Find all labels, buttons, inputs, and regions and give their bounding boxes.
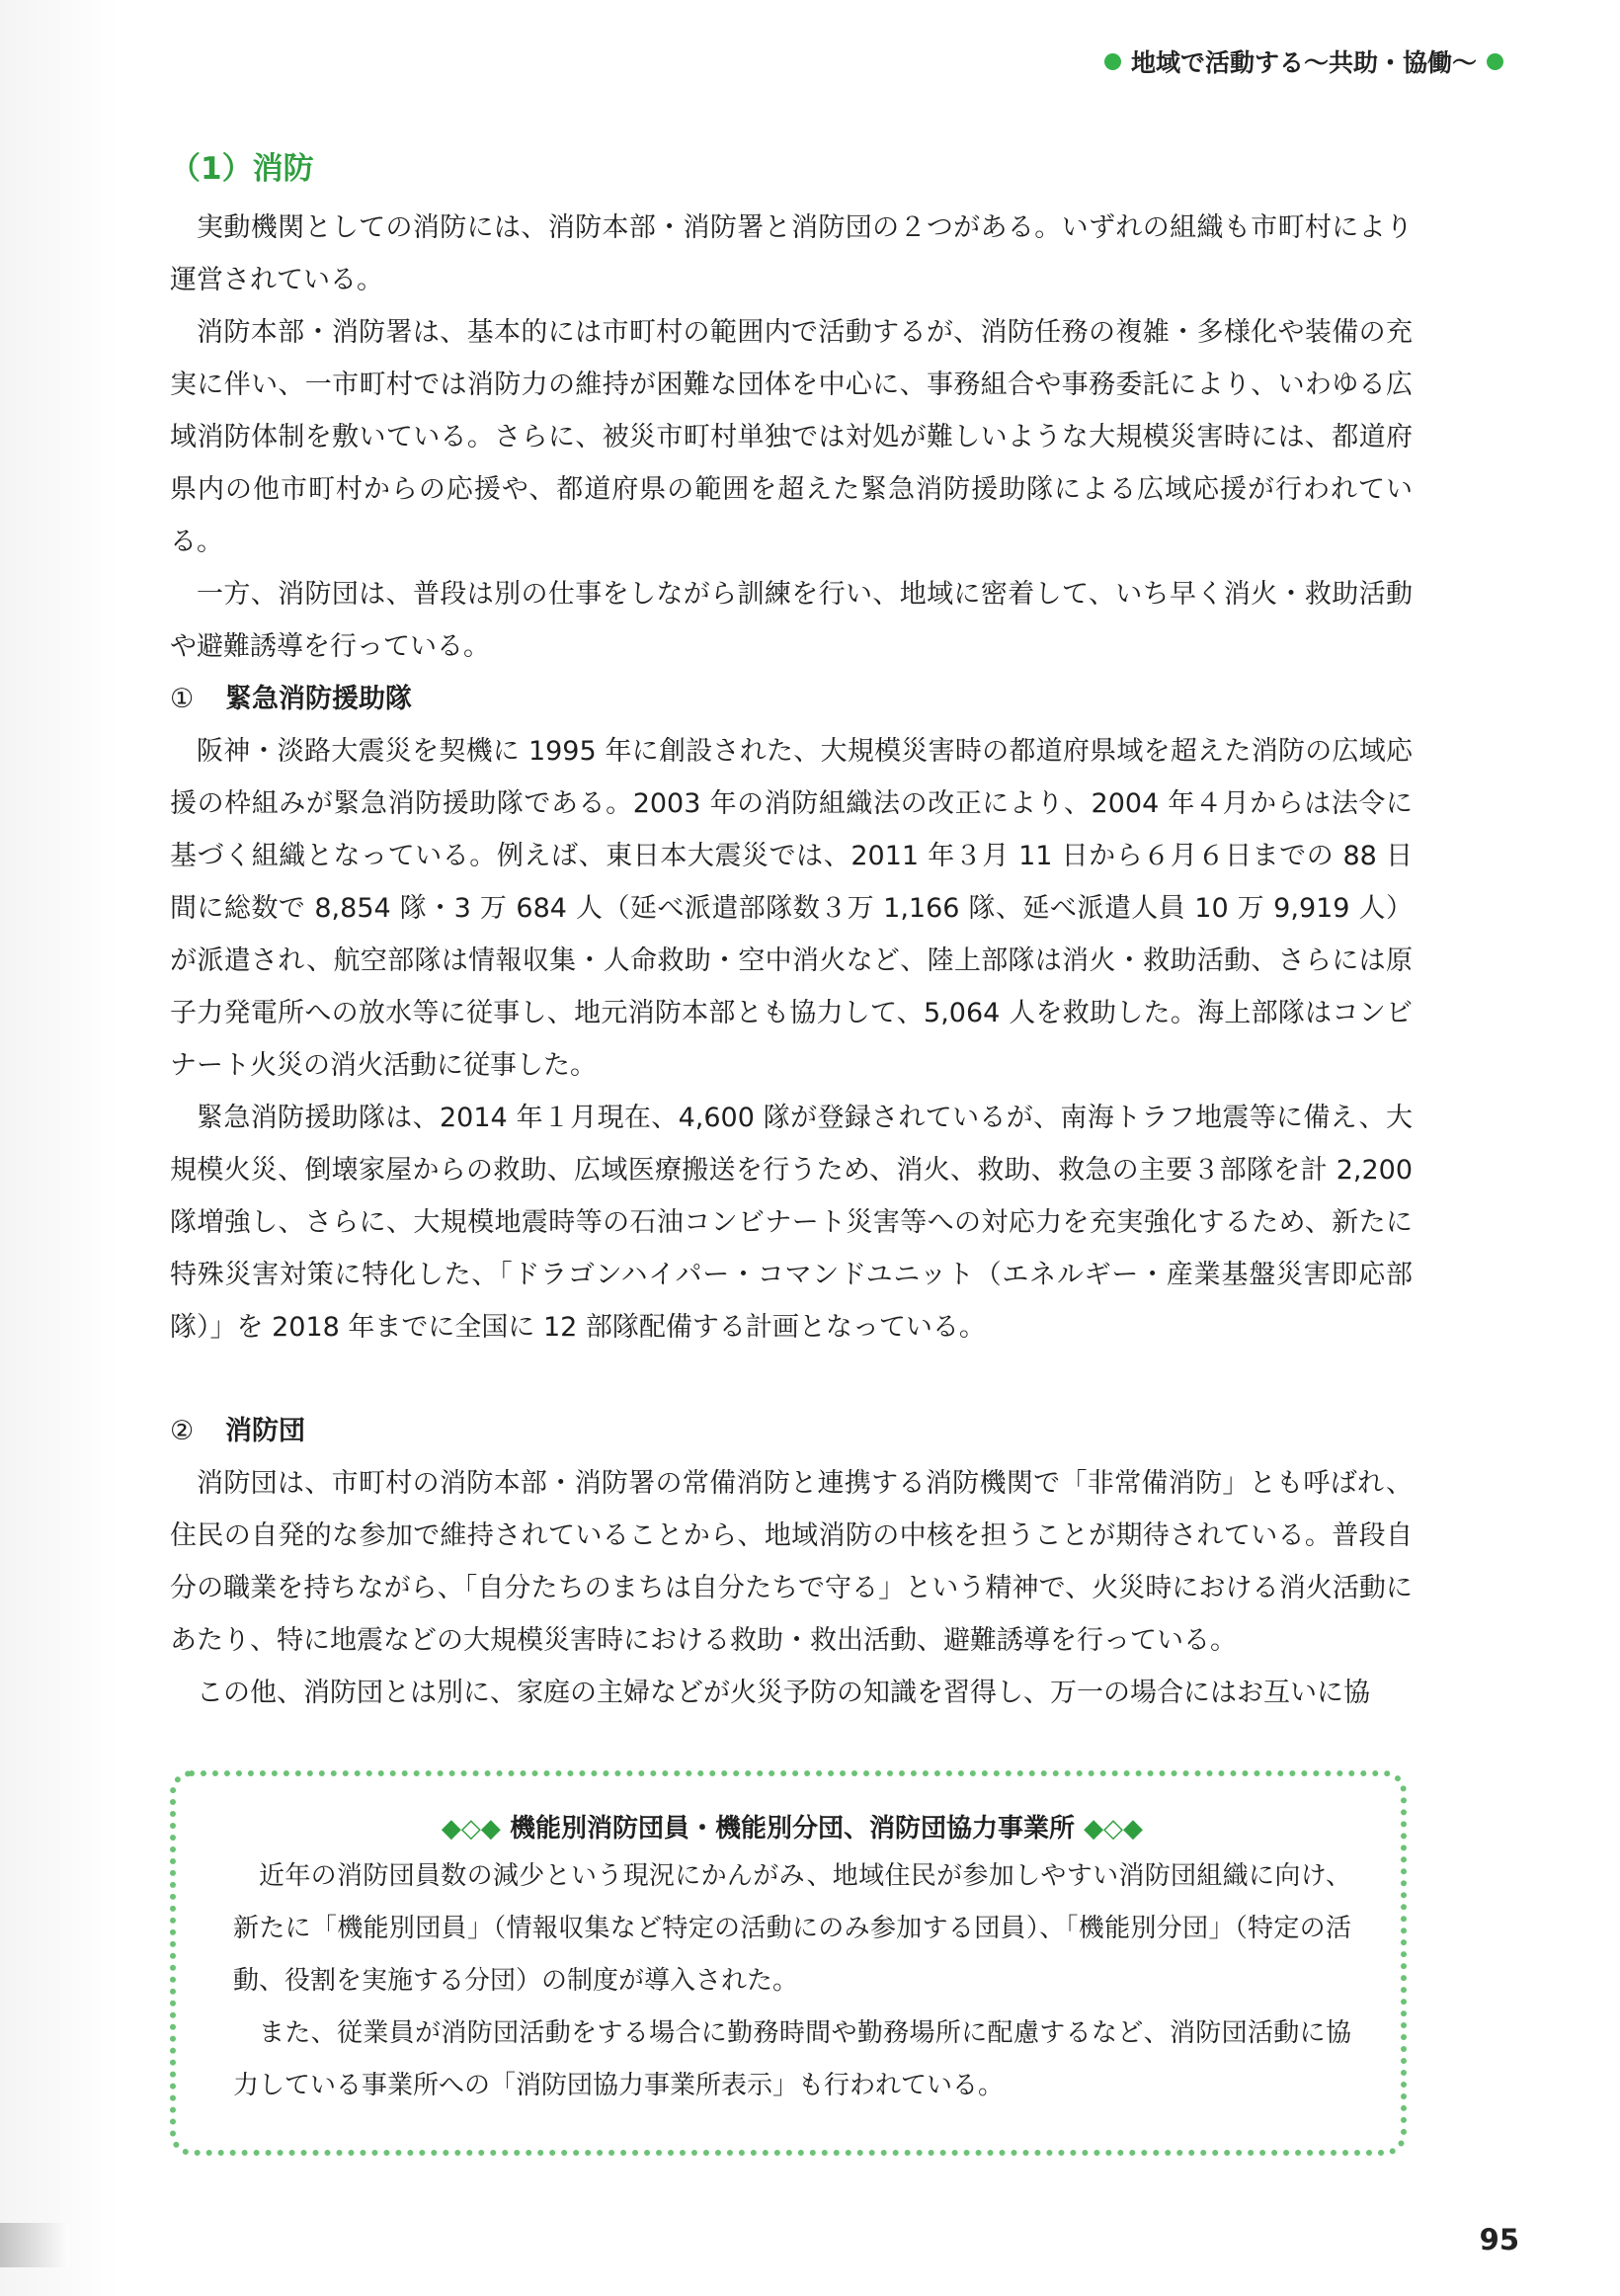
subsection-title: 緊急消防援助隊	[225, 684, 412, 714]
page-edge-shadow	[0, 0, 119, 2296]
paragraph: 消防本部・消防署は、基本的には市町村の範囲内で活動するが、消防任務の複雑・多様化や装備の充実に伴い、一市町村では消防力の維持が困難な団体を中心に、事務組合や事務委託により、いわゆる広域消防体制を敷いている。さらに、被災市町村単独では対処が難しいような大規模災害時には、都道府県内の他市町村からの応援や、都道府県の範囲を超えた緊急消防援助隊による広域応援が行われている。	[170, 317, 1413, 557]
paragraph: また、従業員が消防団活動をする場合に勤務時間や勤務場所に配慮するなど、消防団活動に協力している事業所への「消防団協力事業所表示」も行われている。	[233, 2018, 1351, 2100]
spacer	[170, 1353, 1413, 1405]
subsection-number: ②	[170, 1416, 195, 1446]
paragraph: 阪神・淡路大震災を契機に 1995 年に創設された、大規模災害時の都道府県域を超えた消防の広域応援の枠組みが緊急消防援助隊である。2003 年の消防組織法の改正により、2004 年４月からは法令に基づく組織となっている。例えば、東日本大震災では、2011 年３月 11 日から６月６日までの 88 日間に総数で 8,854 隊・3 万 684 人（延べ派遣部隊数３万 1,166 隊、延べ派遣人員 10 万 9,919 人）が派遣され、航空部隊は情報収集・人命救助・空中消火など、陸上部隊は消火・救助活動、さらには原子力発電所への放水等に従事し、地元消防本部とも協力して、5,064 人を救助した。海上部隊はコンビナート火災の消火活動に従事した。	[170, 736, 1413, 1081]
section-title: （1）消防	[170, 151, 314, 187]
paragraph: 消防団は、市町村の消防本部・消防署の常備消防と連携する消防機関で「非常備消防」とも呼ばれ、住民の自発的な参加で維持されていることから、地域消防の中核を担うことが期待されている。普段自分の職業を持ちながら、「自分たちのまちは自分たちで守る」という精神で、火災時における消火活動にあたり、特に地震などの大規模災害時における救助・救出活動、避難誘導を行っている。	[170, 1468, 1413, 1656]
info-box-title	[233, 1808, 1351, 1845]
paragraph: 緊急消防援助隊は、2014 年１月現在、4,600 隊が登録されているが、南海トラフ地震等に備え、大規模火災、倒壊家屋からの救助、広域医療搬送を行うため、消火、救助、救急の主要３部隊を計 2,200 隊増強し、さらに、大規模地震時等の石油コンビナート災害等への対応力を充実強化するため、新たに特殊災害対策に特化した、「ドラゴンハイパー・コマンドユニット（エネルギー・産業基盤災害即応部隊）」を 2018 年までに全国に 12 部隊配備する計画となっている。	[170, 1103, 1413, 1343]
green-dot-icon	[1487, 53, 1503, 70]
info-box	[170, 1770, 1407, 2156]
paragraph: この他、消防団とは別に、家庭の主婦などが火災予防の知識を習得し、万一の場合にはお互いに協	[197, 1678, 1370, 1708]
header-title: 地域で活動する〜共助・協働〜	[1130, 48, 1477, 77]
scan-mark	[0, 2223, 69, 2267]
page-number: 95	[1479, 2223, 1519, 2256]
subsection-heading	[170, 673, 1413, 725]
paragraph: 近年の消防団員数の減少という現況にかんがみ、地域住民が参加しやすい消防団組織に向け、新たに「機能別団員」（情報収集など特定の活動にのみ参加する団員）、「機能別分団」（特定の活動、役割を実施する分団）の制度が導入された。	[233, 1861, 1351, 1996]
diamond-icon: ◆◇◆	[441, 1814, 501, 1844]
paragraph: 実動機関としての消防には、消防本部・消防署と消防団の２つがある。いずれの組織も市町村により運営されている。	[170, 212, 1413, 295]
subsection-title: 消防団	[225, 1416, 305, 1446]
running-header	[1094, 43, 1513, 79]
main-content	[170, 143, 1413, 1719]
subsection-heading	[170, 1405, 1413, 1457]
info-box-title-text: 機能別消防団員・機能別分団、消防団協力事業所	[509, 1814, 1075, 1844]
subsection-number: ①	[170, 684, 195, 714]
diamond-icon: ◆◇◆	[1084, 1814, 1144, 1844]
green-dot-icon	[1104, 53, 1121, 70]
paragraph: 一方、消防団は、普段は別の仕事をしながら訓練を行い、地域に密着して、いち早く消火・救助活動や避難誘導を行っている。	[170, 579, 1413, 662]
